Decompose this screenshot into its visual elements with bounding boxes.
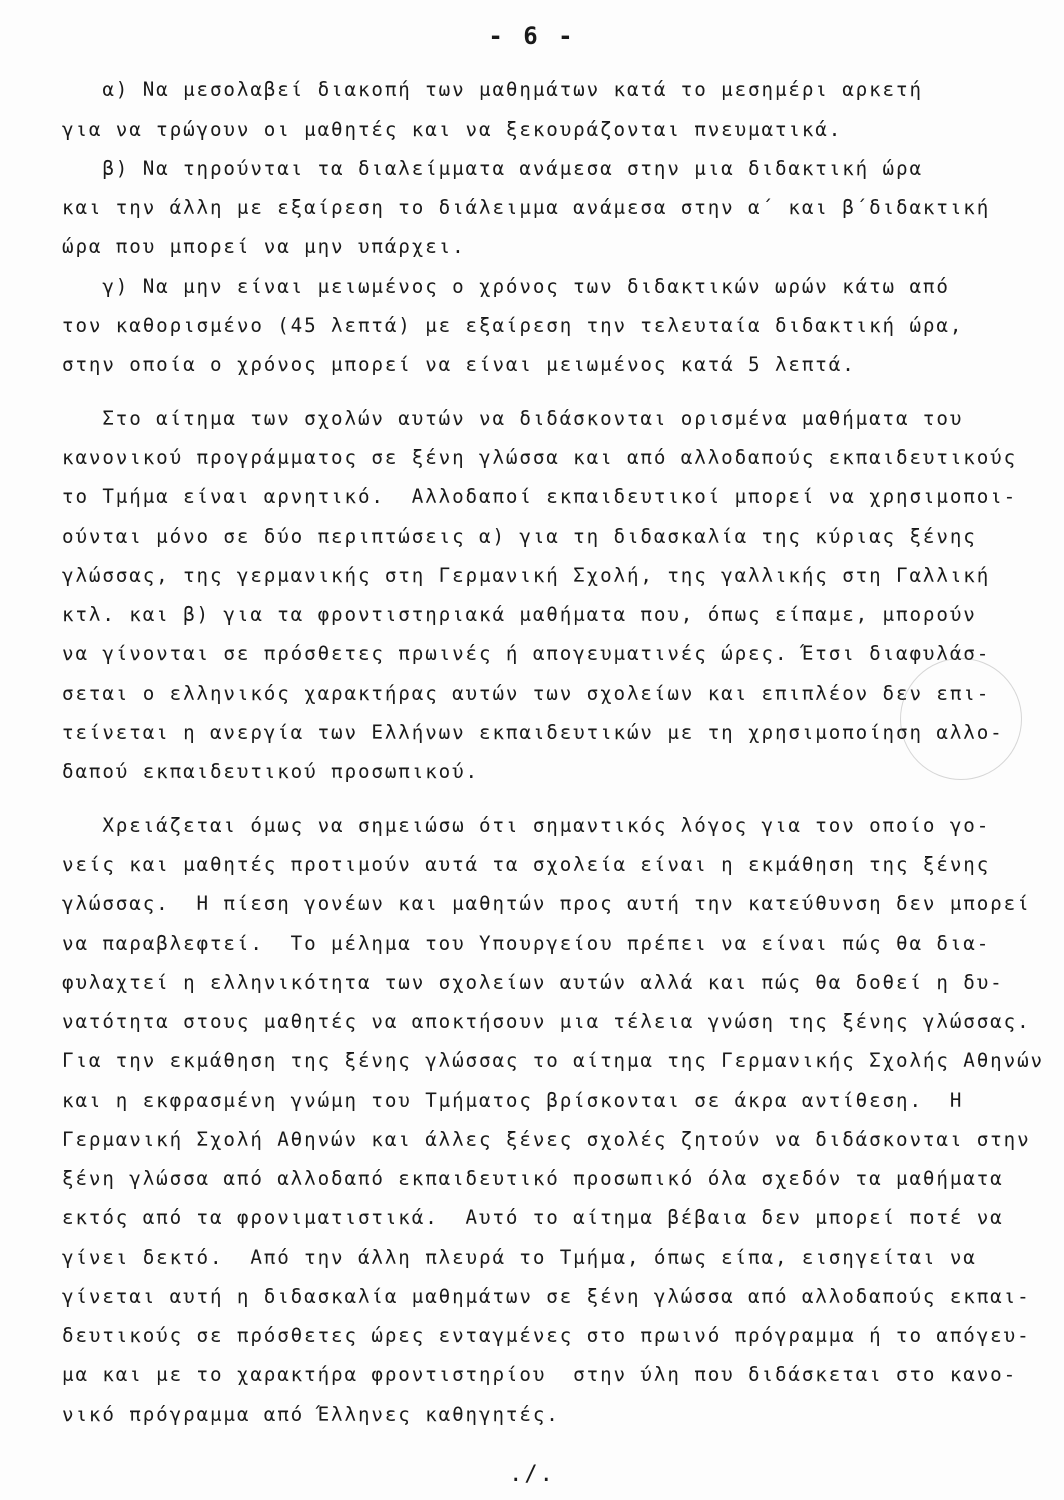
text-line: και την άλλη με εξαίρεση το διάλειμμα ανάμεσα στην α΄ και β΄διδακτική <box>62 196 991 219</box>
text-line: νικό πρόγραμμα από Έλληνες καθηγητές. <box>62 1403 560 1426</box>
text-line: δαπού εκπαιδευτικού προσωπικού. <box>62 760 480 783</box>
text-line: να γίνονται σε πρόσθετες πρωινές ή απογευματινές ώρες. Έτσι διαφυλάσ- <box>62 642 991 665</box>
text-line: φυλαχτεί η ελληνικότητα των σχολείων αυτών αλλά και πώς θα δοθεί η δυ- <box>62 971 1004 994</box>
text-line: στην οποία ο χρόνος μπορεί να είναι μειωμένος κατά 5 λεπτά. <box>62 353 856 376</box>
text-line: Γερμανική Σχολή Αθηνών και άλλες ξένες σχολές ζητούν να διδάσκονται στην <box>62 1128 1031 1151</box>
text-line: γ) Να μην είναι μειωμένος ο χρόνος των διδακτικών ωρών κάτω από <box>62 275 950 298</box>
text-line: γλώσσας, της γερμανικής στη Γερμανική Σχολή, της γαλλικής στη Γαλλική <box>62 564 991 587</box>
text-line: νείς και μαθητές προτιμούν αυτά τα σχολεία είναι η εκμάθηση της ξένης <box>62 853 991 876</box>
text-line: α) Να μεσολαβεί διακοπή των μαθημάτων κατά το μεσημέρι αρκετή <box>62 78 923 101</box>
text-line: γίνεται αυτή η διδασκαλία μαθημάτων σε ξένη γλώσσα από αλλοδαπούς εκπαι- <box>62 1285 1031 1308</box>
text-line: και η εκφρασμένη γνώμη του Τμήματος βρίσκονται σε άκρα αντίθεση. Η <box>62 1089 964 1112</box>
text-line: Για την εκμάθηση της ξένης γλώσσας το αίτημα της Γερμανικής Σχολής Αθηνών <box>62 1049 1044 1072</box>
text-line: μα και με το χαρακτήρα φροντιστηρίου στην ύλη που διδάσκεται στο κανο- <box>62 1363 1018 1386</box>
text-line: ούνται μόνο σε δύο περιπτώσεις α) για τη διδασκαλία της κύριας ξένης <box>62 525 977 548</box>
text-line: ξένη γλώσσα από αλλοδαπό εκπαιδευτικό προσωπικό όλα σχεδόν τα μαθήματα <box>62 1167 1004 1190</box>
text-line: κτλ. και β) για τα φροντιστηριακά μαθήματα που, όπως είπαμε, μπορούν <box>62 603 977 626</box>
text-line: σεται ο ελληνικός χαρακτήρας αυτών των σχολείων και επιπλέον δεν επι- <box>62 682 991 705</box>
continuation-mark: ./. <box>509 1462 555 1487</box>
page-number: - 6 - <box>488 22 576 50</box>
text-line: τείνεται η ανεργία των Ελλήνων εκπαιδευτικών με τη χρησιμοποίηση αλλο- <box>62 721 1004 744</box>
text-line: να παραβλεφτεί. Το μέλημα του Υπουργείου πρέπει να είναι πώς θα δια- <box>62 932 991 955</box>
text-line: για να τρώγουν οι μαθητές και να ξεκουράζονται πνευματικά. <box>62 118 843 141</box>
text-line: β) Να τηρούνται τα διαλείμματα ανάμεσα στην μια διδακτική ώρα <box>62 157 923 180</box>
text-line: δευτικούς σε πρόσθετες ώρες ενταγμένες στο πρωινό πρόγραμμα ή το απόγευ- <box>62 1324 1031 1347</box>
text-line: κανονικού προγράμματος σε ξένη γλώσσα και από αλλοδαπούς εκπαιδευτικούς <box>62 446 1018 469</box>
text-line: εκτός από τα φρονιματιστικά. Αυτό το αίτημα βέβαια δεν μπορεί ποτέ να <box>62 1206 1004 1229</box>
text-line: Στο αίτημα των σχολών αυτών να διδάσκονται ορισμένα μαθήματα του <box>62 407 964 430</box>
text-line: Χρειάζεται όμως να σημειώσω ότι σημαντικός λόγος για τον οποίο γο- <box>62 814 991 837</box>
faded-stamp <box>900 658 1022 780</box>
text-line: γίνει δεκτό. Από την άλλη πλευρά το Τμήμα, όπως είπα, εισηγείται να <box>62 1246 977 1269</box>
text-line: γλώσσας. Η πίεση γονέων και μαθητών προς αυτή την κατεύθυνση δεν μπορεί <box>62 892 1031 915</box>
text-line: το Τμήμα είναι αρνητικό. Αλλοδαποί εκπαιδευτικοί μπορεί να χρησιμοποι- <box>62 485 1018 508</box>
text-line: τον καθορισμένο (45 λεπτά) με εξαίρεση την τελευταία διδακτική ώρα, <box>62 314 964 337</box>
text-line: νατότητα στους μαθητές να αποκτήσουν μια τέλεια γνώση της ξένης γλώσσας. <box>62 1010 1031 1033</box>
text-line: ώρα που μπορεί να μην υπάρχει. <box>62 235 466 258</box>
